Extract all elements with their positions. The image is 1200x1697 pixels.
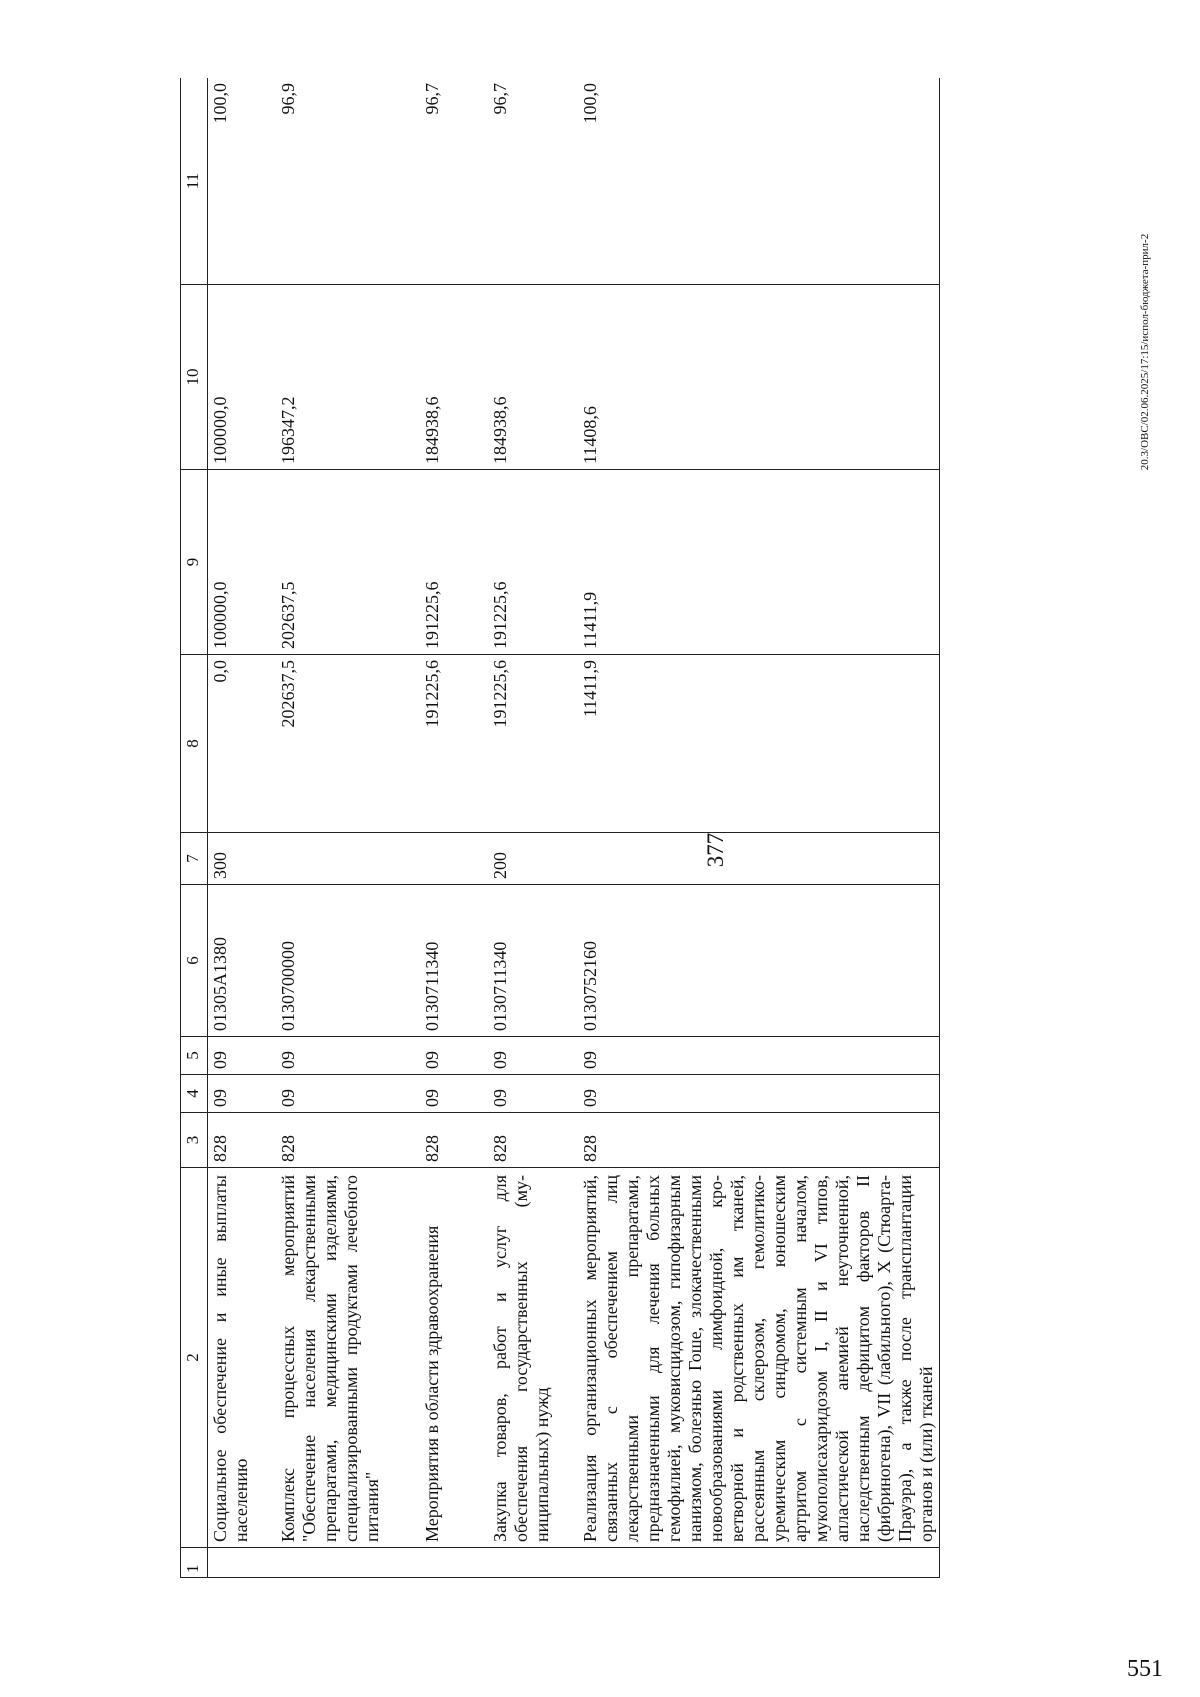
cell-c4: 09 (420, 1075, 488, 1113)
cell-c7 (578, 833, 940, 885)
col-header-11: 11 (181, 78, 208, 285)
cell-c10: 196347,2 (276, 285, 420, 470)
cell-c3: 828 (488, 1113, 578, 1168)
cell-c9: 11411,9 (578, 470, 940, 655)
cell-c4: 09 (488, 1075, 578, 1113)
col-header-8: 8 (181, 655, 208, 833)
cell-c7 (420, 833, 488, 885)
col-header-10: 10 (181, 285, 208, 470)
page-number-bottom: 551 (1127, 1656, 1163, 1682)
cell-c11: 100,0 (578, 78, 940, 285)
col-header-1: 1 (181, 1548, 208, 1578)
cell-c11: 100,0 (208, 78, 277, 285)
cell-c6: 0130700000 (276, 885, 420, 1037)
table-row (420, 78, 488, 1578)
cell-empty (488, 1548, 578, 1578)
cell-c5: 09 (488, 1037, 578, 1075)
rotated-content (180, 78, 975, 1578)
cell-c7 (276, 833, 420, 885)
cell-c8: 11411,9 (578, 655, 940, 833)
cell-c10: 184938,6 (488, 285, 578, 470)
col-header-2: 2 (181, 1168, 208, 1548)
col-header-5: 5 (181, 1037, 208, 1075)
cell-c9: 202637,5 (276, 470, 420, 655)
cell-empty (276, 1548, 420, 1578)
cell-c6: 0130711340 (420, 885, 488, 1037)
cell-name: Мероприятия в области здравоохранения (420, 1168, 488, 1548)
col-header-9: 9 (181, 470, 208, 655)
cell-c3: 828 (208, 1113, 277, 1168)
col-header-6: 6 (181, 885, 208, 1037)
cell-name: Комплекс процессных мероприятий "Обеспечение населения лекарственными препаратами, медицинскими изделиями, специализированными продуктами лечебного питания" (276, 1168, 420, 1548)
header-row (181, 78, 208, 1578)
cell-empty (578, 1548, 940, 1578)
col-header-4: 4 (181, 1075, 208, 1113)
cell-c9: 191225,6 (488, 470, 578, 655)
cell-empty (208, 1548, 277, 1578)
cell-c3: 828 (578, 1113, 940, 1168)
rotated-table-area (180, 78, 975, 1578)
cell-c9: 100000,0 (208, 470, 277, 655)
cell-c9: 191225,6 (420, 470, 488, 655)
cell-c3: 828 (276, 1113, 420, 1168)
cell-c6: 0130711340 (488, 885, 578, 1037)
cell-name: Социальное обеспечение и иные выплаты населению (208, 1168, 277, 1548)
cell-c10: 100000,0 (208, 285, 277, 470)
cell-c11: 96,7 (420, 78, 488, 285)
cell-c8: 202637,5 (276, 655, 420, 833)
cell-c5: 09 (208, 1037, 277, 1075)
budget-table (180, 78, 940, 1578)
cell-c7: 300 (208, 833, 277, 885)
table-row (208, 78, 277, 1578)
cell-c5: 09 (578, 1037, 940, 1075)
cell-c6: 01305А1380 (208, 885, 277, 1037)
cell-c6: 0130752160 (578, 885, 940, 1037)
cell-c8: 0,0 (208, 655, 277, 833)
cell-c11: 96,7 (488, 78, 578, 285)
cell-empty (420, 1548, 488, 1578)
cell-c5: 09 (420, 1037, 488, 1075)
cell-c4: 09 (578, 1075, 940, 1113)
cell-name: Реализация организационных мероприятий, связанных с обеспечением лиц лекарственными препаратами, предназначенными для лечения больных гемофилией, муковисцидозом, гипофизарным нанизмом, болезнью Гоше, злокачественными новообразованиями лимфоидной, кроветворной и родственных им тканей, рассеянным склерозом, гемолитико-уремическим синдромом, юношеским артритом с системным началом, мукополисахаридозом I, II и VI типов, апластической анемией неуточненной, наследственным дефицитом факторов II (фибриногена), VII (лабильного), X (Стюарта-Прауэра), а также после трансплантации органов и (или) тканей (578, 1168, 940, 1548)
cell-c5: 09 (276, 1037, 420, 1075)
col-header-7: 7 (181, 833, 208, 885)
cell-name: Закупка товаров, работ и услуг для обеспечения государственных (муниципальных) нужд (488, 1168, 578, 1548)
cell-c8: 191225,6 (420, 655, 488, 833)
cell-c8: 191225,6 (488, 655, 578, 833)
cell-c3: 828 (420, 1113, 488, 1168)
table-row (488, 78, 578, 1578)
cell-c10: 184938,6 (420, 285, 488, 470)
cell-c4: 09 (276, 1075, 420, 1113)
table-row (276, 78, 420, 1578)
cell-c11: 96,9 (276, 78, 420, 285)
cell-c4: 09 (208, 1075, 277, 1113)
page-number-top: 377 (703, 832, 728, 868)
cell-c7: 200 (488, 833, 578, 885)
col-header-3: 3 (181, 1113, 208, 1168)
document-code: 20.3/ОВС/02.06.2025/17:15/испол-бюджета-прил-2 (1139, 233, 1151, 471)
table-row (578, 78, 940, 1578)
cell-c10: 11408,6 (578, 285, 940, 470)
